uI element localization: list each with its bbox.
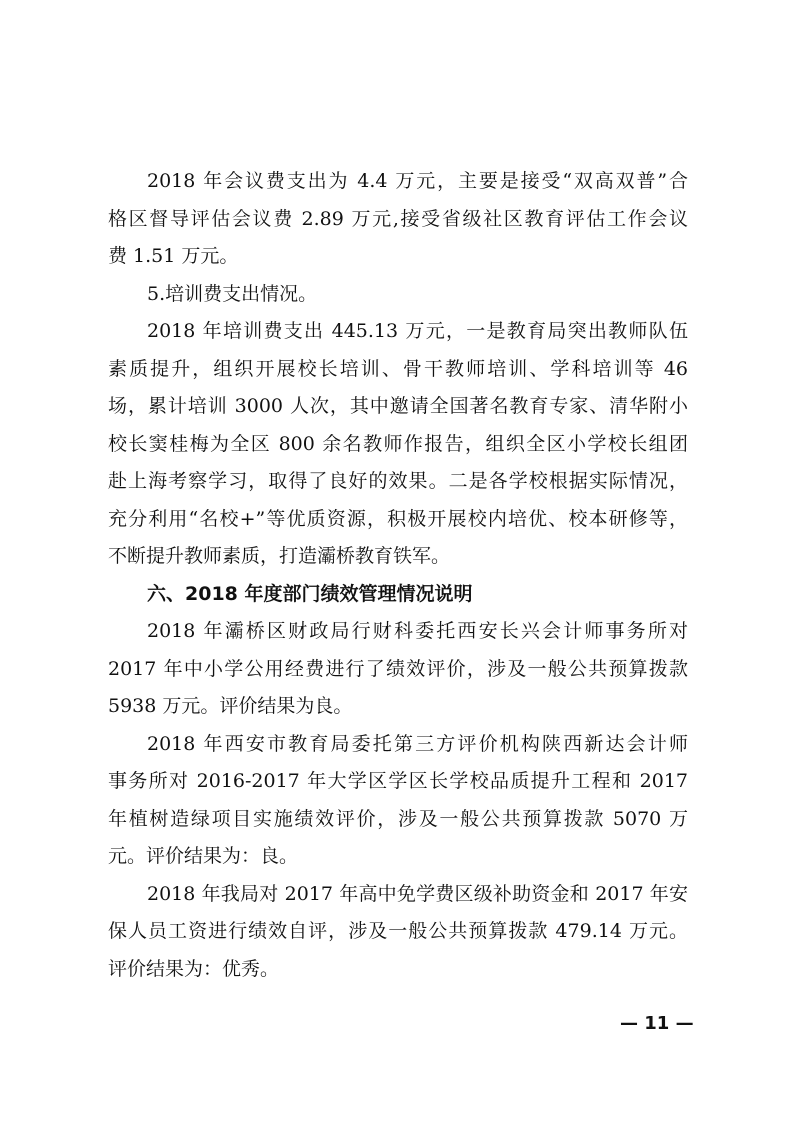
evaluation-3-line-3: 评价结果为：优秀。 [108, 958, 280, 980]
training-fee-line-1: 2018 年培训费支出 445.13 万元，一是教育局突出教师队伍 [147, 320, 688, 342]
training-fee-line-6: 充分利用“名校+”等优质资源，积极开展校内培优、校本研修等， [108, 508, 688, 530]
training-fee-line-3: 场，累计培训 3000 人次，其中邀请全国著名教育专家、清华附小 [108, 395, 688, 417]
evaluation-1-line-2: 2017 年中小学公用经费进行了绩效评价，涉及一般公共预算拨款 [108, 658, 688, 680]
training-fee-line-4: 校长窦桂梅为全区 800 余名教师作报告，组织全区小学校长组团 [108, 433, 688, 455]
evaluation-1-line-1: 2018 年灞桥区财政局行财科委托西安长兴会计师事务所对 [147, 620, 688, 642]
evaluation-1-line-3: 5938 万元。评价结果为良。 [108, 695, 353, 717]
training-fee-line-2: 素质提升，组织开展校长培训、骨干教师培训、学科培训等 46 [108, 358, 688, 380]
evaluation-3-line-2: 保人员工资进行绩效自评，涉及一般公共预算拨款 479.14 万元。 [108, 920, 688, 942]
evaluation-2-line-4: 元。评价结果为：良。 [108, 845, 299, 867]
meeting-fee-line-3: 费 1.51 万元。 [108, 245, 239, 267]
section-heading: 六、2018 年度部门绩效管理情况说明 [147, 583, 473, 605]
training-fee-subheading: 5.培训费支出情况。 [147, 283, 318, 305]
evaluation-2-line-2: 事务所对 2016-2017 年大学区学区长学校品质提升工程和 2017 [108, 770, 688, 792]
evaluation-3-line-1: 2018 年我局对 2017 年高中免学费区级补助资金和 2017 年安 [147, 883, 688, 905]
meeting-fee-line-2: 格区督导评估会议费 2.89 万元,接受省级社区教育评估工作会议 [108, 208, 688, 230]
meeting-fee-line-1: 2018 年会议费支出为 4.4 万元，主要是接受“双高双普”合 [147, 170, 688, 192]
evaluation-2-line-1: 2018 年西安市教育局委托第三方评价机构陕西新达会计师 [147, 733, 688, 755]
page-number: — 11 — [620, 1013, 694, 1034]
training-fee-line-5: 赴上海考察学习，取得了良好的效果。二是各学校根据实际情况， [108, 470, 688, 492]
evaluation-2-line-3: 年植树造绿项目实施绩效评价，涉及一般公共预算拨款 5070 万 [108, 808, 688, 830]
training-fee-line-7: 不断提升教师素质，打造灞桥教育铁军。 [108, 545, 451, 567]
